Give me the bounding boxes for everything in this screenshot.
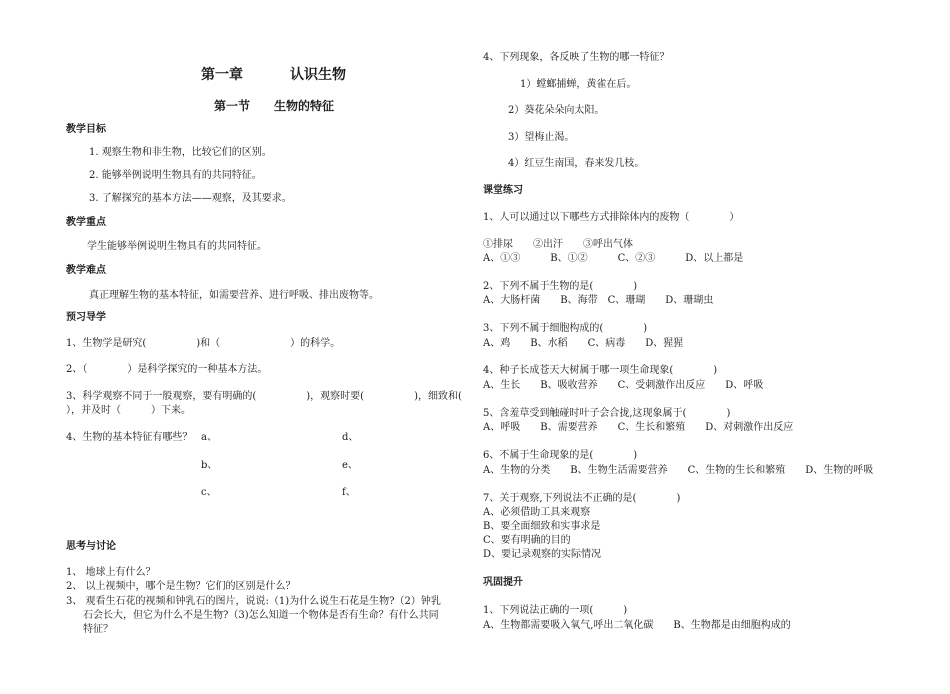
consolidate-question-1: 1、下列说法正确的一项( ) bbox=[483, 605, 628, 616]
section-title: 生物的特征 bbox=[274, 99, 335, 113]
feature-blank-b: b、 bbox=[201, 460, 218, 471]
practice-options-1b: A、①③ B、①② C、②③ D、以上都是 bbox=[483, 253, 744, 264]
practice-question-7: 7、关于观察,下列说法不正确的是( ) bbox=[483, 493, 681, 504]
phenomena-item: 2）葵花朵朵向太阳。 bbox=[508, 105, 605, 116]
preview-heading: 预习导学 bbox=[66, 312, 106, 323]
practice-option-7: B、要全面细致和实事求是 bbox=[483, 521, 601, 532]
discussion-item: 3、 观看生石花的视频和钟乳石的图片，说说:（1)为什么说生石花是生物?（2）钟乳 bbox=[66, 596, 441, 607]
phenomena-item: 3）望梅止渴。 bbox=[508, 132, 575, 143]
discussion-item-continued: 石会长大，但它为什么不是生物?（3)怎么知道一个物体是否有生命？有什么共同 bbox=[83, 610, 439, 621]
practice-option-7: D、要记录观察的实际情况 bbox=[483, 549, 602, 560]
goals-heading: 教学目标 bbox=[66, 124, 106, 135]
preview-question-4: 4、生物的基本特征有哪些？ bbox=[66, 432, 193, 443]
discussion-heading: 思考与讨论 bbox=[66, 541, 116, 552]
difficulty-text: 真正理解生物的基本特征，如需要营养、进行呼吸、排出废物等。 bbox=[89, 290, 379, 301]
discussion-item-continued: 特征？ bbox=[83, 624, 113, 635]
phenomena-item: 1）螳螂捕蝉，黄雀在后。 bbox=[520, 79, 637, 90]
practice-option-7: A、必须借助工具来观察 bbox=[483, 507, 591, 518]
goal-item: 3. 了解探究的基本方法——观察，及其要求。 bbox=[89, 193, 292, 204]
consolidate-heading: 巩固提升 bbox=[483, 577, 523, 588]
consolidate-options-1: A、生物都需要吸入氧气,呼出二氧化碳 B、生物都是由细胞构成的 bbox=[483, 620, 791, 631]
discussion-item: 1、 地球上有什么？ bbox=[66, 567, 156, 578]
practice-options-6: A、生物的分类 B、生物生活需要营养 C、生物的生长和繁殖 D、生物的呼吸 bbox=[483, 465, 874, 476]
goal-item: 1. 观察生物和非生物，比较它们的区别。 bbox=[89, 147, 272, 158]
practice-heading: 课堂练习 bbox=[483, 185, 523, 196]
practice-options-3: A、鸡 B、水稻 C、病毒 D、猩猩 bbox=[483, 338, 684, 349]
practice-question-6: 6、不属于生命现象的是( ) bbox=[483, 450, 638, 461]
practice-options-1a: ①排尿 ②出汗 ③呼出气体 bbox=[483, 239, 633, 250]
practice-options-5: A、呼吸 B、需要营养 C、生长和繁殖 D、对刺激作出反应 bbox=[483, 422, 794, 433]
preview-question-2: 2、（ ）是科学探究的一种基本方法。 bbox=[66, 364, 268, 375]
goal-item: 2. 能够举例说明生物具有的共同特征。 bbox=[89, 170, 262, 181]
focus-heading: 教学重点 bbox=[66, 217, 106, 228]
preview-question-3-line-1: 3、科学观察不同于一般观察，要有明确的( )，观察时要( )，细致和( bbox=[66, 391, 462, 402]
practice-options-2: A、大肠杆菌 B、海带 C、珊瑚 D、珊瑚虫 bbox=[483, 295, 714, 306]
practice-question-2: 2、下列不属于生物的是( ) bbox=[483, 281, 638, 292]
focus-text: 学生能够举例说明生物具有的共同特征。 bbox=[87, 241, 267, 252]
feature-blank-e: e、 bbox=[342, 460, 358, 471]
practice-question-5: 5、含羞草受到触碰时叶子会合拢,这现象属于( ) bbox=[483, 408, 731, 419]
phenomena-question: 4、下列现象，各反映了生物的哪一特征？ bbox=[483, 52, 670, 63]
feature-blank-f: f、 bbox=[342, 487, 356, 498]
practice-option-7: C、要有明确的目的 bbox=[483, 535, 571, 546]
discussion-item: 2、 以上视频中，哪个是生物？它们的区别是什么？ bbox=[66, 581, 296, 592]
feature-blank-c: c、 bbox=[201, 487, 217, 498]
difficulty-heading: 教学难点 bbox=[66, 265, 106, 276]
practice-question-4: 4、种子长成苍天大树属于哪一项生命现象( ) bbox=[483, 365, 718, 376]
preview-question-3-line-2: ），并及时（ ）下来。 bbox=[66, 405, 191, 416]
chapter-number: 第一章 bbox=[201, 67, 243, 83]
practice-question-3: 3、下列不属于细胞构成的( ) bbox=[483, 323, 648, 334]
practice-question-1: 1、人可以通过以下哪些方式排除体内的废物（ ） bbox=[483, 212, 740, 223]
practice-options-4: A、生长 B、吸收营养 C、受刺激作出反应 D、呼吸 bbox=[483, 380, 764, 391]
feature-blank-a: a、 bbox=[201, 432, 217, 443]
chapter-title: 认识生物 bbox=[290, 67, 346, 83]
section-number: 第一节 bbox=[214, 99, 251, 113]
feature-blank-d: d、 bbox=[342, 432, 359, 443]
phenomena-item: 4）红豆生南国，春来发几枝。 bbox=[508, 158, 645, 169]
preview-question-1: 1、生物学是研究( )和（ ）的科学。 bbox=[66, 338, 341, 349]
